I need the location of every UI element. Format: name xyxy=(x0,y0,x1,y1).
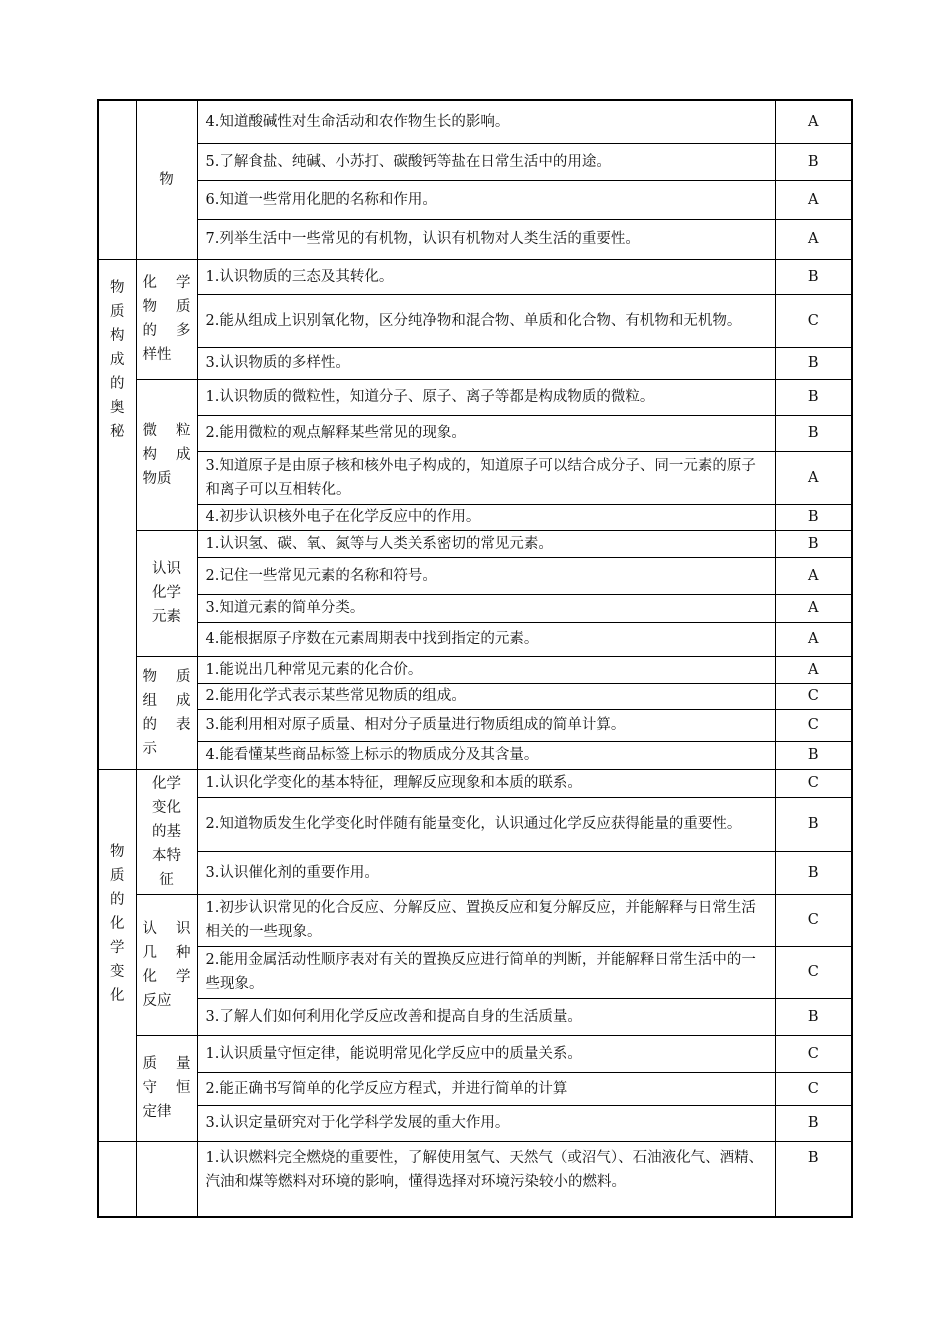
table-row xyxy=(98,1072,852,1105)
subtopic-cell xyxy=(136,656,197,769)
item-cell: 6.知道一些常用化肥的名称和作用。 xyxy=(197,180,775,219)
item-cell: 2.能从组成上识别氧化物，区分纯净物和混合物、单质和化合物、有机物和无机物。 xyxy=(197,294,775,347)
subtopic-cell xyxy=(136,259,197,379)
level-cell: B xyxy=(775,347,852,379)
level-cell: A xyxy=(775,451,852,504)
level-cell: A xyxy=(775,594,852,622)
table-row xyxy=(98,294,852,347)
subtopic-line: 示 xyxy=(142,740,157,757)
subtopic-line: 化学 xyxy=(152,585,181,601)
topic-char: 学 xyxy=(110,939,125,956)
level-cell: B xyxy=(775,259,852,294)
topic-char: 成 xyxy=(110,351,125,368)
table-row xyxy=(98,557,852,594)
subtopic-line: 样性 xyxy=(142,347,172,363)
subtopic-cell xyxy=(136,1035,197,1141)
level-cell: A xyxy=(775,656,852,683)
subtopic-line: 物质 xyxy=(142,470,172,487)
table-row xyxy=(98,741,852,769)
item-cell: 3.了解人们如何利用化学反应改善和提高自身的生活质量。 xyxy=(197,998,775,1035)
topic-char: 物 xyxy=(110,843,125,860)
table-row xyxy=(98,851,852,894)
subtopic-line: 定律 xyxy=(142,1104,172,1120)
subtopic-line: 化 学 xyxy=(142,968,191,985)
subtopic-line: 的 多 xyxy=(142,323,191,339)
topic-cell xyxy=(98,259,136,769)
curriculum-table xyxy=(97,99,853,1218)
subtopic-line: 认识 xyxy=(152,561,181,577)
subtopic-line: 的基 xyxy=(152,823,181,840)
level-cell: C xyxy=(775,1035,852,1072)
subtopic-line: 本特 xyxy=(152,847,181,864)
subtopic-cell xyxy=(136,379,197,530)
table-row xyxy=(98,415,852,451)
topic-cell xyxy=(98,769,136,1141)
table-row xyxy=(98,143,852,180)
subtopic-cell xyxy=(136,769,197,894)
level-cell: B xyxy=(775,143,852,180)
table-row xyxy=(98,998,852,1035)
subtopic-cell-empty xyxy=(136,1141,197,1217)
subtopic-line: 认 识 xyxy=(142,920,191,937)
table-row xyxy=(98,797,852,851)
table-row xyxy=(98,451,852,504)
subtopic-line: 微 粒 xyxy=(142,422,191,439)
topic-char: 奥 xyxy=(110,399,125,416)
item-cell: 2.能用金属活动性顺序表对有关的置换反应进行简单的判断，并能解释日常生活中的一些现象。 xyxy=(197,946,775,998)
level-cell: A xyxy=(775,180,852,219)
item-cell: 2.能用化学式表示某些常见物质的组成。 xyxy=(197,683,775,709)
subtopic-line: 质 量 xyxy=(142,1056,191,1072)
item-cell: 2.记住一些常见元素的名称和符号。 xyxy=(197,557,775,594)
item-cell: 4.初步认识核外电子在化学反应中的作用。 xyxy=(197,504,775,530)
subtopic-line: 征 xyxy=(159,871,174,888)
subtopic-line: 物 质 xyxy=(142,299,191,315)
level-cell: B xyxy=(775,741,852,769)
level-cell: C xyxy=(775,294,852,347)
item-cell: 4.知道酸碱性对生命活动和农作物生长的影响。 xyxy=(197,100,775,143)
item-cell: 1.认识物质的三态及其转化。 xyxy=(197,259,775,294)
level-cell: B xyxy=(775,851,852,894)
table-row xyxy=(98,259,852,294)
item-cell: 1.能说出几种常见元素的化合价。 xyxy=(197,656,775,683)
item-cell: 4.能根据原子序数在元素周期表中找到指定的元素。 xyxy=(197,622,775,656)
level-cell: C xyxy=(775,894,852,946)
subtopic-line: 几 种 xyxy=(142,944,191,961)
table-row xyxy=(98,530,852,557)
item-cell: 1.认识物质的微粒性，知道分子、原子、离子等都是构成物质的微粒。 xyxy=(197,379,775,415)
item-cell: 2.知道物质发生化学变化时伴随有能量变化，认识通过化学反应获得能量的重要性。 xyxy=(197,797,775,851)
item-cell: 5.了解食盐、纯碱、小苏打、碳酸钙等盐在日常生活中的用途。 xyxy=(197,143,775,180)
item-cell: 1.认识氢、碳、氧、氮等与人类关系密切的常见元素。 xyxy=(197,530,775,557)
item-cell: 3.知道原子是由原子核和核外电子构成的，知道原子可以结合成分子、同一元素的原子和离子可以互相转化。 xyxy=(197,451,775,504)
item-cell: 7.列举生活中一些常见的有机物，认识有机物对人类生活的重要性。 xyxy=(197,219,775,259)
table-row xyxy=(98,379,852,415)
level-cell: B xyxy=(775,1105,852,1141)
subtopic-line: 化 学 xyxy=(142,275,191,291)
subtopic-line: 组 成 xyxy=(142,692,191,709)
level-cell: C xyxy=(775,946,852,998)
level-cell: A xyxy=(775,100,852,143)
table-row xyxy=(98,1105,852,1141)
subtopic-line: 变化 xyxy=(152,799,181,816)
item-cell: 1.初步认识常见的化合反应、分解反应、置换反应和复分解反应，并能解释与日常生活相关的一些现象。 xyxy=(197,894,775,946)
item-cell: 4.能看懂某些商品标签上标示的物质成分及其含量。 xyxy=(197,741,775,769)
item-cell: 2.能正确书写简单的化学反应方程式，并进行简单的计算 xyxy=(197,1072,775,1105)
table-row xyxy=(98,594,852,622)
topic-char: 的 xyxy=(110,891,125,908)
level-cell: B xyxy=(775,1141,852,1217)
table-row xyxy=(98,1035,852,1072)
table-row xyxy=(98,219,852,259)
item-cell: 2.能用微粒的观点解释某些常见的现象。 xyxy=(197,415,775,451)
item-cell: 1.认识质量守恒定律，能说明常见化学反应中的质量关系。 xyxy=(197,1035,775,1072)
subtopic-line: 反应 xyxy=(142,992,172,1009)
level-cell: C xyxy=(775,709,852,741)
level-cell: B xyxy=(775,797,852,851)
item-cell: 3.认识物质的多样性。 xyxy=(197,347,775,379)
topic-char: 物 xyxy=(110,279,125,296)
table-row xyxy=(98,180,852,219)
level-cell: B xyxy=(775,998,852,1035)
subtopic-line: 化学 xyxy=(152,775,181,792)
table-row xyxy=(98,709,852,741)
level-cell: C xyxy=(775,769,852,797)
topic-char: 质 xyxy=(110,867,125,884)
table-row xyxy=(98,347,852,379)
item-cell: 3.能利用相对原子质量、相对分子质量进行物质组成的简单计算。 xyxy=(197,709,775,741)
level-cell: A xyxy=(775,557,852,594)
topic-char: 化 xyxy=(110,987,125,1004)
level-cell: B xyxy=(775,530,852,557)
item-cell: 1.认识燃料完全燃烧的重要性，了解使用氢气、天然气（或沼气）、石油液化气、酒精、汽油和煤等燃料对环境的影响，懂得选择对环境污染较小的燃料。 xyxy=(197,1141,775,1217)
topic-char: 的 xyxy=(110,375,125,392)
level-cell: C xyxy=(775,683,852,709)
level-cell: B xyxy=(775,379,852,415)
level-cell: B xyxy=(775,504,852,530)
level-cell: B xyxy=(775,415,852,451)
table-row xyxy=(98,656,852,683)
subtopic-line: 构 成 xyxy=(142,446,191,463)
topic-char: 构 xyxy=(110,327,125,344)
table-row xyxy=(98,1141,852,1217)
item-cell: 3.知道元素的简单分类。 xyxy=(197,594,775,622)
level-cell: C xyxy=(775,1072,852,1105)
subtopic-cell xyxy=(136,894,197,1035)
item-cell: 1.认识化学变化的基本特征，理解反应现象和本质的联系。 xyxy=(197,769,775,797)
table-row xyxy=(98,946,852,998)
topic-cell-empty xyxy=(98,1141,136,1217)
table-row xyxy=(98,769,852,797)
table-row xyxy=(98,683,852,709)
topic-cell-empty xyxy=(98,100,136,259)
subtopic-line: 的 表 xyxy=(142,716,191,733)
subtopic-label: 物 xyxy=(159,171,174,188)
subtopic-line: 元素 xyxy=(152,609,181,625)
table-row xyxy=(98,504,852,530)
topic-char: 秘 xyxy=(110,423,125,440)
table-row xyxy=(98,100,852,143)
subtopic-cell xyxy=(136,530,197,656)
item-cell: 3.认识定量研究对于化学科学发展的重大作用。 xyxy=(197,1105,775,1141)
level-cell: A xyxy=(775,622,852,656)
item-cell: 3.认识催化剂的重要作用。 xyxy=(197,851,775,894)
table-row xyxy=(98,622,852,656)
subtopic-line: 物 质 xyxy=(142,668,191,685)
table-row xyxy=(98,894,852,946)
level-cell: A xyxy=(775,219,852,259)
topic-char: 化 xyxy=(110,915,125,932)
subtopic-line: 守 恒 xyxy=(142,1080,191,1096)
subtopic-cell xyxy=(136,100,197,259)
topic-char: 质 xyxy=(110,303,125,320)
topic-char: 变 xyxy=(110,963,125,980)
